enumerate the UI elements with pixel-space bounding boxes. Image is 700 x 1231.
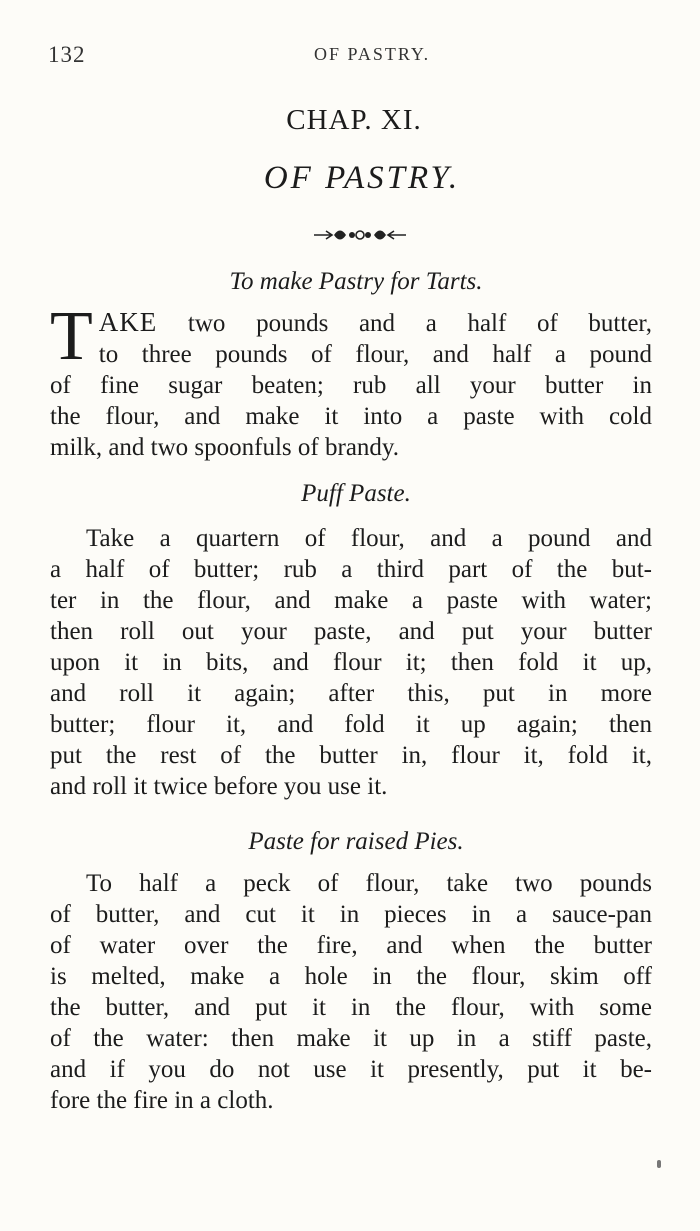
text-line: Take a quartern of flour, and a pound and xyxy=(86,525,652,552)
text-line: AKE two pounds and a half of butter, xyxy=(98,307,652,337)
text-line: fore the fire in a cloth. xyxy=(50,1087,274,1114)
chapter-title: OF PASTRY. xyxy=(263,160,461,196)
drop-cap: T xyxy=(50,298,93,375)
printer-ornament-icon xyxy=(312,225,408,245)
text-line: butter; flour it, and fold it up again; then xyxy=(50,711,652,738)
text-line: and roll it twice before you use it. xyxy=(50,773,388,800)
section-body-raised-pies xyxy=(50,868,652,1116)
text-line: of water over the fire, and when the butter xyxy=(50,932,652,959)
chapter-number: CHAP. XI. xyxy=(286,104,422,136)
text-line: the butter, and put it in the flour, with some xyxy=(50,994,652,1021)
text-line: of butter, and cut it in pieces in a sauce-pan xyxy=(50,901,652,928)
text-line: of fine sugar beaten; rub all your butter in xyxy=(50,372,652,399)
text-line: and roll it again; after this, put in more xyxy=(50,680,652,707)
page-speck xyxy=(657,1160,661,1168)
text-line: upon it in bits, and flour it; then fold it up, xyxy=(50,649,652,676)
text-line: To half a peck of flour, take two pounds xyxy=(86,870,652,897)
text-line: and if you do not use it presently, put it be- xyxy=(50,1056,652,1083)
section-heading-tarts: To make Pastry for Tarts. xyxy=(229,268,483,295)
section-heading-raised-pies: Paste for raised Pies. xyxy=(248,828,464,855)
text-line: to three pounds of flour, and half a pound xyxy=(98,341,652,368)
page-number: 132 xyxy=(48,42,86,67)
text-line: then roll out your paste, and put your butter xyxy=(50,618,652,645)
section-body-tarts xyxy=(50,298,652,463)
text-line: the flour, and make it into a paste with cold xyxy=(50,403,652,430)
text-line: a half of butter; rub a third part of the but- xyxy=(50,556,652,583)
text-line: ter in the flour, and make a paste with water; xyxy=(50,587,652,614)
text-line: put the rest of the butter in, flour it, fold it, xyxy=(50,742,652,769)
running-head xyxy=(48,42,648,72)
first-word-rest: AKE xyxy=(98,307,158,337)
section-body-puff-paste xyxy=(50,523,652,802)
section-heading-puff-paste: Puff Paste. xyxy=(301,480,411,507)
text-line: is melted, make a hole in the flour, skim off xyxy=(50,963,652,990)
text-line: milk, and two spoonfuls of brandy. xyxy=(50,434,400,461)
running-head-title: OF PASTRY. xyxy=(314,44,431,64)
text-line: of the water: then make it up in a stiff paste, xyxy=(50,1025,652,1052)
